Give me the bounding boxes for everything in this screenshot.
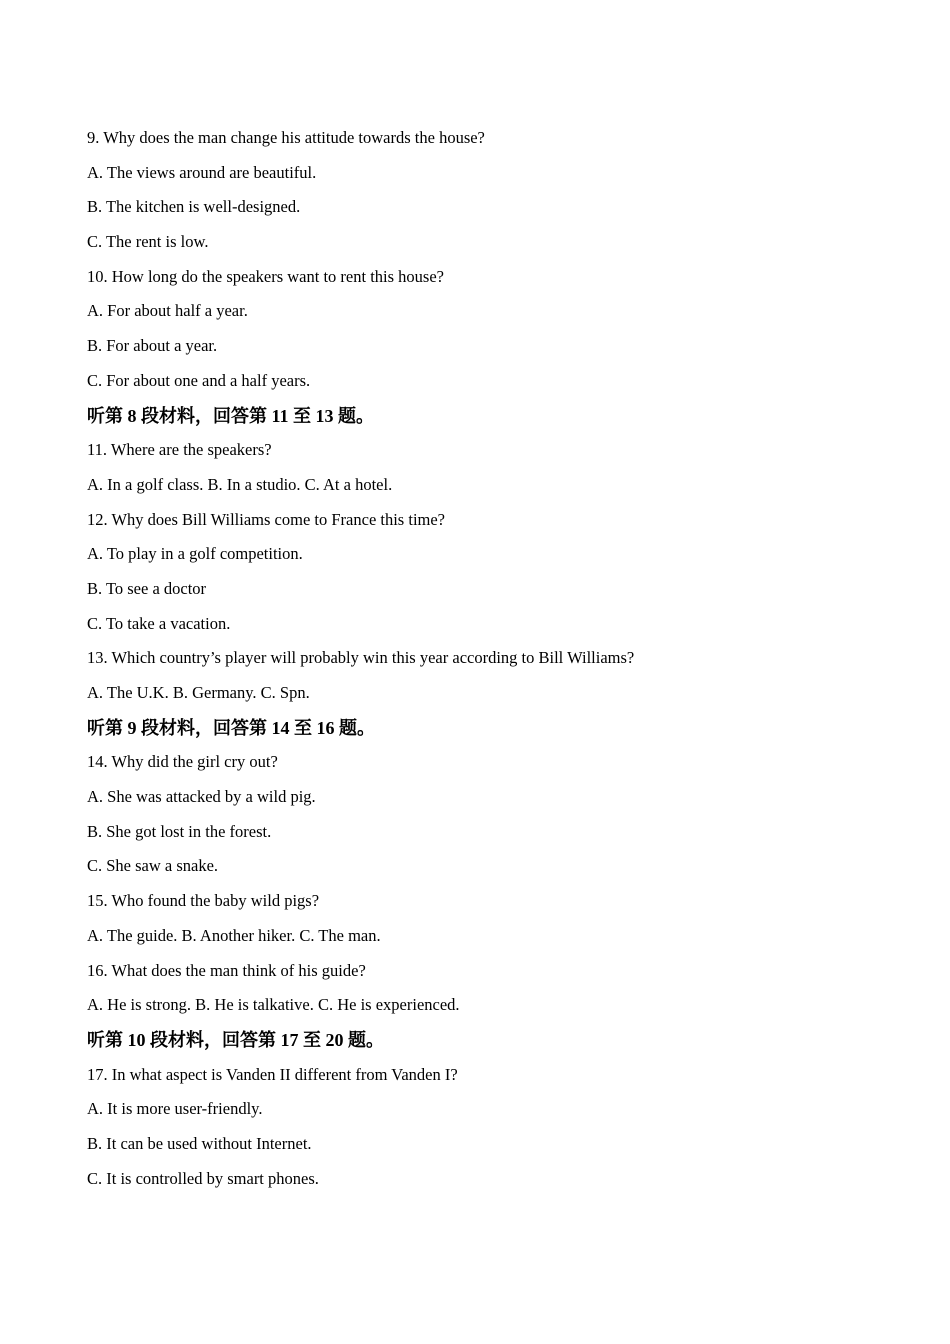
section-heading-10: 听第 10 段材料，回答第 17 至 20 题。 bbox=[87, 1029, 384, 1050]
question-13: 13. Which country’s player will probably win this year according to Bill Williams? bbox=[87, 648, 635, 668]
option-9b: B. The kitchen is well-designed. bbox=[87, 197, 301, 217]
options-15: A. The guide. B. Another hiker. C. The man. bbox=[87, 925, 381, 945]
option-17b: B. It can be used without Internet. bbox=[87, 1133, 312, 1153]
question-12: 12. Why does Bill Williams come to France this time? bbox=[87, 509, 446, 529]
options-11: A. In a golf class. B. In a studio. C. At a hotel. bbox=[87, 474, 393, 494]
option-10b: B. For about a year. bbox=[87, 336, 218, 356]
option-12a: A. To play in a golf competition. bbox=[87, 544, 303, 564]
option-10a: A. For about half a year. bbox=[87, 301, 248, 321]
option-14a: A. She was attacked by a wild pig. bbox=[87, 787, 316, 807]
document-page bbox=[87, 121, 887, 1196]
options-13: A. The U.K. B. Germany. C. Spn. bbox=[87, 683, 310, 702]
option-14b: B. She got lost in the forest. bbox=[87, 821, 272, 841]
options-16: A. He is strong. B. He is talkative. C. He is experienced. bbox=[87, 995, 460, 1015]
option-17a: A. It is more user-friendly. bbox=[87, 1099, 263, 1119]
option-12c: C. To take a vacation. bbox=[87, 613, 231, 633]
section-heading-8: 听第 8 段材料，回答第 11 至 13 题。 bbox=[87, 405, 375, 426]
question-10: 10. How long do the speakers want to rent this house? bbox=[87, 266, 444, 286]
option-17c: C. It is controlled by smart phones. bbox=[87, 1168, 319, 1188]
option-9c: C. The rent is low. bbox=[87, 232, 209, 252]
question-11: 11. Where are the speakers? bbox=[87, 440, 272, 460]
option-9a: A. The views around are beautiful. bbox=[87, 162, 317, 182]
question-14: 14. Why did the girl cry out? bbox=[87, 752, 278, 772]
question-9: 9. Why does the man change his attitude towards the house? bbox=[87, 128, 485, 147]
question-15: 15. Who found the baby wild pigs? bbox=[87, 891, 320, 911]
option-12b: B. To see a doctor bbox=[87, 578, 207, 598]
question-17: 17. In what aspect is Vanden II different from Vanden I? bbox=[87, 1064, 458, 1084]
option-14c: C. She saw a snake. bbox=[87, 856, 219, 876]
option-10c: C. For about one and a half years. bbox=[87, 370, 311, 390]
section-heading-9: 听第 9 段材料，回答第 14 至 16 题。 bbox=[87, 717, 375, 738]
question-16: 16. What does the man think of his guide? bbox=[87, 960, 366, 980]
